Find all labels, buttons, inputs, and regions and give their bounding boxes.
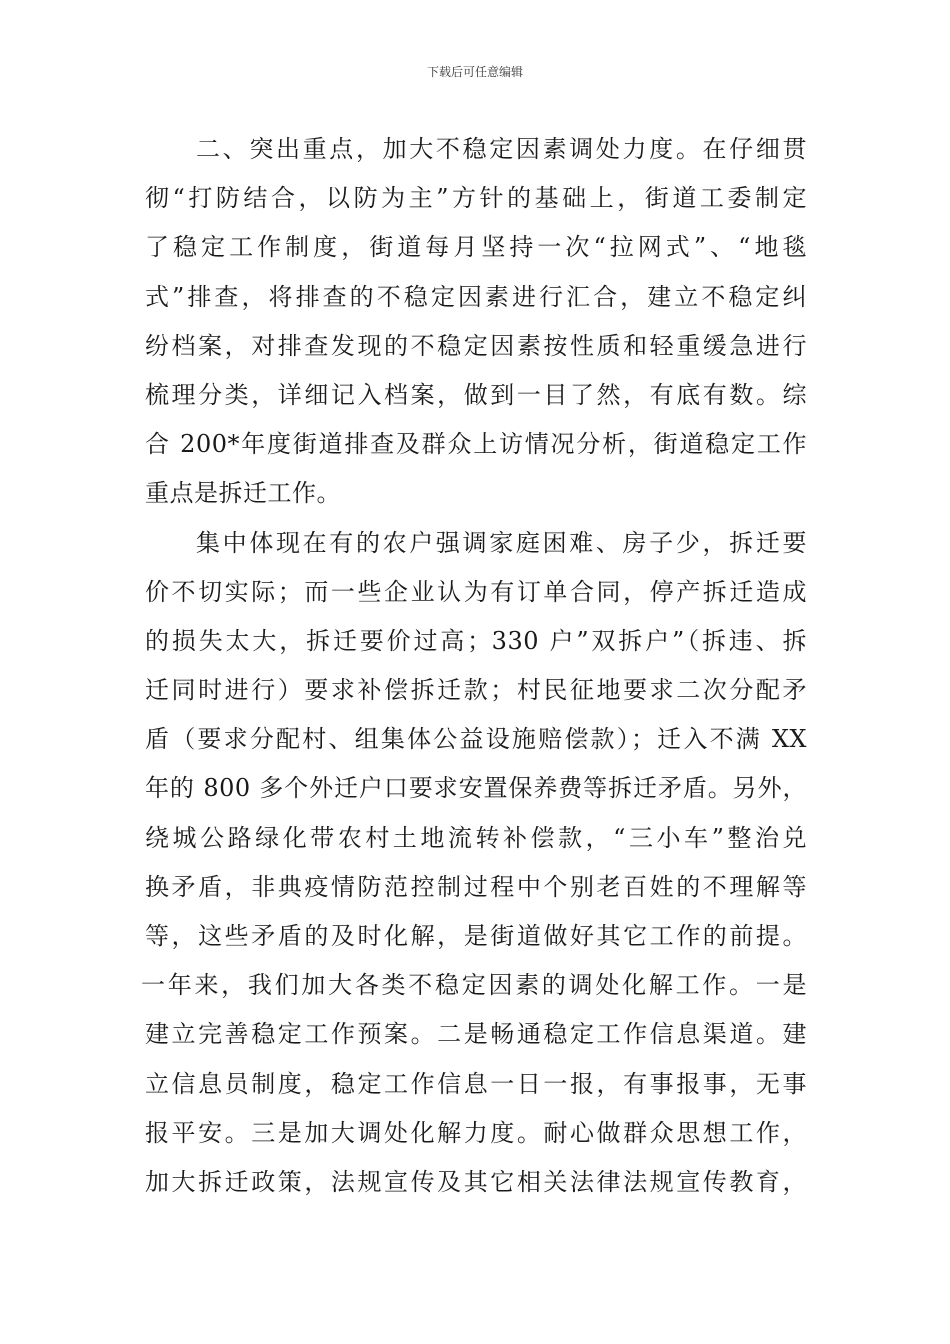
text-line: 加大拆迁政策，法规宣传及其它相关法律法规宣传教育，	[145, 1167, 807, 1196]
text-line: 了稳定工作制度，街道每月坚持一次“拉网式”、“地毯	[145, 233, 807, 262]
text-line: 二、突出重点，加大不稳定因素调处力度。在仔细贯	[196, 135, 807, 163]
text-line: 等，这些矛盾的及时化解，是街道做好其它工作的前提。	[145, 922, 807, 950]
text-line: 盾（要求分配村、组集体公益设施赔偿款）；迁入不满 XX	[145, 725, 807, 754]
text-line: 纷档案，对排查发现的不稳定因素按性质和轻重缓急进行	[145, 331, 807, 360]
text-line: 集中体现在有的农户强调家庭困难、房子少，拆迁要	[196, 528, 807, 557]
text-line: 价不切实际；而一些企业认为有订单合同，停产拆迁造成	[145, 577, 807, 606]
text-line: 的损失太大，拆迁要价过高；330 户”双拆户”（拆违、拆	[145, 626, 807, 655]
paragraph-1	[145, 125, 807, 519]
text-line: 绕城公路绿化带农村土地流转补偿款，“三小车”整治兑	[145, 823, 807, 852]
page-header: 下载后可任意编辑	[426, 65, 523, 79]
text-line: 重点是拆迁工作。	[145, 479, 341, 508]
text-line: 报平安。三是加大调处化解力度。耐心做群众思想工作，	[145, 1118, 807, 1147]
text-line: 彻“打防结合，以防为主”方针的基础上，街道工委制定	[145, 184, 807, 213]
paragraph-2	[141, 519, 807, 1208]
text-line: 年的 800 多个外迁户口要求安置保养费等拆迁矛盾。另外，	[145, 774, 807, 803]
document-body	[141, 125, 807, 1207]
text-line: 换矛盾，非典疫情防范控制过程中个别老百姓的不理解等	[145, 872, 807, 901]
text-line: 式”排查，将排查的不稳定因素进行汇合，建立不稳定纠	[145, 282, 807, 311]
text-line: 梳理分类，详细记入档案，做到一目了然，有底有数。综	[145, 380, 807, 409]
text-line: 建立完善稳定工作预案。二是畅通稳定工作信息渠道。建	[145, 1020, 807, 1049]
text-line: 立信息员制度，稳定工作信息一日一报，有事报事，无事	[145, 1069, 807, 1098]
text-line: 合 200*年度街道排查及群众上访情况分析，街道稳定工作	[145, 430, 807, 459]
text-line: 迁同时进行）要求补偿拆迁款；村民征地要求二次分配矛	[145, 676, 807, 705]
text-line: 一年来，我们加大各类不稳定因素的调处化解工作。一是	[141, 971, 807, 1000]
